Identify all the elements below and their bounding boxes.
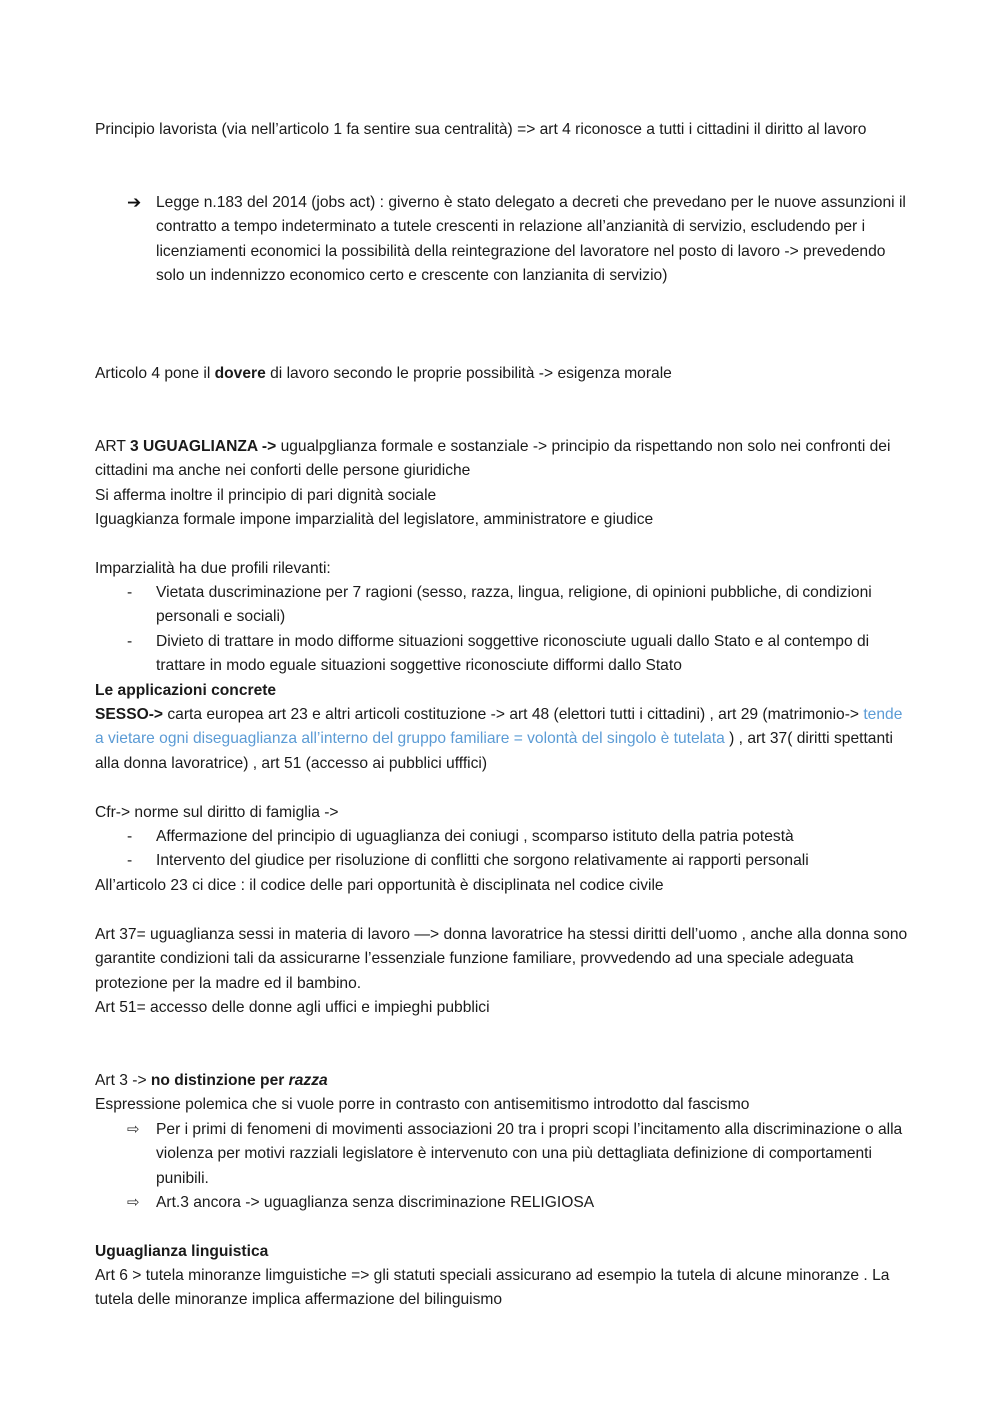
heading-applicazioni-concrete: Le applicazioni concrete bbox=[95, 682, 277, 699]
paragraph-imparzialita-title: Imparzialità ha due profili rilevanti: bbox=[95, 560, 331, 577]
list-item-cfr-2: Intervento del giudice per risoluzione di conflitti che sorgono relativamente ai rapporti personali bbox=[156, 852, 809, 869]
outline-arrow-bullet-icon: ⇨ bbox=[127, 1194, 140, 1211]
dash-bullet-icon: - bbox=[127, 828, 133, 845]
paragraph-art6: Art 6 > tutela minoranze limguistiche => gli statuti speciali assicurano ad esempio la tutela di alcune minoranze . La tutela delle minoranze implica affermazione del bilinguismo bbox=[95, 1267, 890, 1309]
bold-sesso: SESSO-> bbox=[95, 706, 164, 723]
paragraph-espressione-polemica: Espressione polemica che si vuole porre in contrasto con antisemitismo introdotto dal fascismo bbox=[95, 1096, 750, 1113]
list-item-razza-2: Art.3 ancora -> uguaglianza senza discriminazione RELIGIOSA bbox=[156, 1194, 595, 1211]
text-run: ) , art 37( diritti spettanti alla donna lavoratrice) , art 51 (accesso ai pubblici ufffici) bbox=[95, 730, 893, 772]
list-item-imparzialita-2: Divieto di trattare in modo difforme situazioni soggettive riconosciute uguali dallo Stato e al contempo di trattare in modo eguale situazioni soggettive riconosciute difformi dallo Stato bbox=[156, 633, 870, 675]
paragraph-articolo-4 bbox=[95, 362, 910, 386]
text-run: carta europea art 23 e altri articoli costituzione -> art 48 (elettori tutti i cittadini) , art 29 (matrimonio-> bbox=[163, 706, 864, 723]
bold-italic-razza: razza bbox=[288, 1072, 328, 1089]
paragraph-art3-uguaglianza bbox=[95, 435, 910, 484]
heading-uguaglianza-linguistica: Uguaglianza linguistica bbox=[95, 1243, 269, 1260]
bold-no-distinzione: no distinzione per bbox=[150, 1072, 289, 1089]
highlighted-text: tende a vietare ogni diseguaglianza all’interno del gruppo familiare = volontà del singolo è tutelata bbox=[95, 706, 903, 748]
paragraph-articolo-23: All’articolo 23 ci dice : il codice delle pari opportunità è disciplinata nel codice civile bbox=[95, 877, 664, 894]
list-item-cfr-1: Affermazione del principio di uguaglianza dei coniugi , scomparso istituto della patria potestà bbox=[156, 828, 794, 845]
list-item-razza-1: Per i primi di fenomeni di movimenti associazioni 20 tra i propri scopi l’incitamento alla discriminazione o alla violenza per motivi razziali legislatore è intervenuto con una più dettagliata definizione di comportamenti punibili. bbox=[156, 1121, 903, 1187]
paragraph-principio-lavorista: Principio lavorista (via nell’articolo 1 fa sentire sua centralità) => art 4 riconosce a tutti i cittadini il diritto al lavoro bbox=[95, 121, 867, 138]
arrow-bullet-icon: ➔ bbox=[127, 193, 142, 212]
paragraph-art51: Art 51= accesso delle donne agli uffici e impieghi pubblici bbox=[95, 999, 490, 1016]
outline-arrow-bullet-icon: ⇨ bbox=[127, 1121, 140, 1138]
paragraph-cfr: Cfr-> norme sul diritto di famiglia -> bbox=[95, 804, 339, 821]
text-run: ART bbox=[95, 438, 130, 455]
text-run: di lavoro secondo le proprie possibilità -> esigenza morale bbox=[265, 365, 672, 382]
paragraph-art37: Art 37= uguaglianza sessi in materia di lavoro —> donna lavoratrice ha stessi diritti dell’uomo , anche alla donna sono garantite condizioni tali da assicurarne l’essenziale funzione familiare, provvedendo ad una speciale adeguata protezione per la madre ed il bambino. bbox=[95, 926, 908, 992]
bold-uguaglianza: 3 UGUAGLIANZA -> bbox=[129, 438, 277, 455]
text-run: Articolo 4 pone il bbox=[95, 365, 215, 382]
dash-bullet-icon: - bbox=[127, 584, 133, 601]
list-item-jobs-act: Legge n.183 del 2014 (jobs act) : giverno è stato delegato a decreti che prevedano per le nuove assunzioni il contratto a tempo indeterminato a tutele crescenti in relazione all’anzianità di servizio, escludendo per i licenziamenti economici la possibilità della reintegrazione del lavoratore nel posto di lavoro -> prevedendo solo un indennizzo economico certo e crescente con lanzianita di servizio) bbox=[156, 194, 906, 285]
bold-dovere: dovere bbox=[214, 365, 266, 382]
text-run: Art 3 -> bbox=[95, 1072, 151, 1089]
paragraph-sesso bbox=[95, 703, 910, 776]
paragraph-uguaglianza-formale: Iguagkianza formale impone imparzialità del legislatore, amministratore e giudice bbox=[95, 511, 654, 528]
paragraph-pari-dignita: Si afferma inoltre il principio di pari dignità sociale bbox=[95, 487, 437, 504]
paragraph-art3-razza bbox=[95, 1069, 910, 1093]
text-run: ugualpglianza formale e sostanziale -> principio da rispettando non solo nei confronti dei cittadini ma anche nei conforti delle persone giuridiche bbox=[95, 438, 891, 480]
list-item-imparzialita-1: Vietata duscriminazione per 7 ragioni (sesso, razza, lingua, religione, di opinioni pubbliche, di condizioni personali e sociali) bbox=[156, 584, 872, 626]
dash-bullet-icon: - bbox=[127, 633, 133, 650]
dash-bullet-icon: - bbox=[127, 852, 133, 869]
